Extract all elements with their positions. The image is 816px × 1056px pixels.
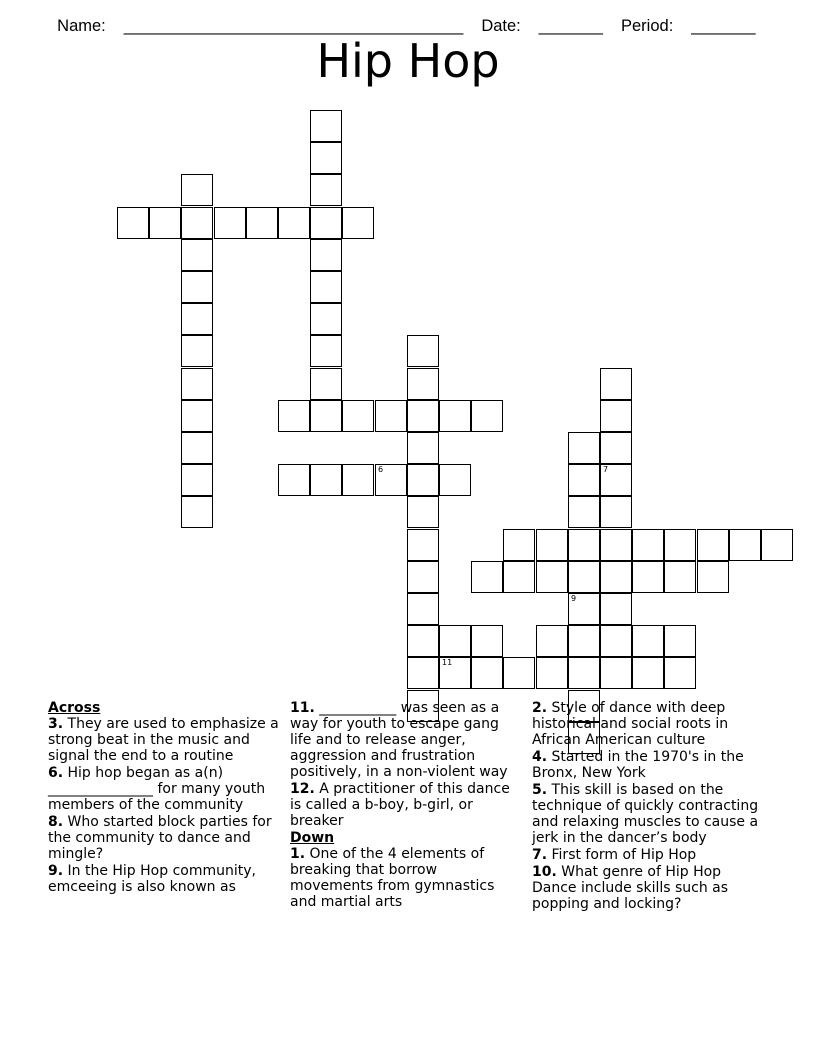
- crossword-cell[interactable]: [407, 625, 439, 657]
- crossword-cell[interactable]: [278, 400, 310, 432]
- crossword-cell[interactable]: [342, 400, 374, 432]
- clue-num: 10.: [532, 864, 557, 880]
- crossword-cell[interactable]: [407, 561, 439, 593]
- period-label: Period:: [621, 17, 674, 35]
- crossword-cell[interactable]: [342, 207, 374, 239]
- crossword-cell[interactable]: [729, 529, 761, 561]
- crossword-cell[interactable]: [503, 561, 535, 593]
- crossword-cell[interactable]: [310, 239, 342, 271]
- crossword-cell[interactable]: [278, 464, 310, 496]
- clue-item: [532, 700, 764, 748]
- crossword-cell[interactable]: [568, 561, 600, 593]
- crossword-cell[interactable]: [439, 400, 471, 432]
- clue-text: What genre of Hip Hop Dance include skills such as popping and locking?: [532, 864, 729, 912]
- crossword-cell[interactable]: [310, 207, 342, 239]
- crossword-cell[interactable]: [407, 529, 439, 561]
- crossword-cell[interactable]: [600, 464, 632, 496]
- crossword-cell[interactable]: [310, 464, 342, 496]
- crossword-cell[interactable]: [117, 207, 149, 239]
- crossword-cell[interactable]: [600, 432, 632, 464]
- crossword-cell[interactable]: [600, 529, 632, 561]
- crossword-cell[interactable]: [632, 561, 664, 593]
- crossword-cell[interactable]: [568, 464, 600, 496]
- clue-item: [532, 782, 764, 846]
- crossword-cell[interactable]: [310, 400, 342, 432]
- crossword-cell[interactable]: [697, 529, 729, 561]
- clue-num: 9.: [48, 863, 64, 879]
- clue-text: A practitioner of this dance is called a b-boy, b-girl, or breaker: [290, 781, 510, 829]
- crossword-cell[interactable]: [600, 368, 632, 400]
- crossword-cell[interactable]: [407, 400, 439, 432]
- crossword-cell[interactable]: [536, 625, 568, 657]
- clue-text: This skill is based on the technique of quickly contracting and relaxing muscles to cause a jerk in the dancer’s body: [532, 782, 759, 846]
- across-heading: Across: [48, 700, 101, 716]
- crossword-cell[interactable]: [664, 657, 696, 689]
- crossword-cell[interactable]: [600, 561, 632, 593]
- crossword-cell[interactable]: [246, 207, 278, 239]
- date-label: Date:: [481, 17, 521, 35]
- clue-item: [48, 814, 280, 862]
- crossword-cell[interactable]: [664, 625, 696, 657]
- clue-item: [532, 847, 764, 863]
- crossword-cell[interactable]: [568, 593, 600, 625]
- crossword-cell[interactable]: [439, 657, 471, 689]
- crossword-cell[interactable]: [600, 400, 632, 432]
- crossword-cell[interactable]: [214, 207, 246, 239]
- crossword-cell[interactable]: [407, 593, 439, 625]
- crossword-cell[interactable]: [407, 335, 439, 367]
- clue-item: [290, 700, 522, 780]
- clue-text: Style of dance with deep historical and social roots in African American culture: [532, 700, 729, 748]
- crossword-cell[interactable]: [439, 464, 471, 496]
- clue-column-2: [290, 700, 522, 911]
- period-blank[interactable]: _______: [691, 17, 756, 35]
- crossword-cell[interactable]: [375, 464, 407, 496]
- crossword-cell[interactable]: [632, 625, 664, 657]
- crossword-cell[interactable]: [600, 625, 632, 657]
- clue-num: 2.: [532, 700, 548, 716]
- clue-num: 4.: [532, 749, 548, 765]
- page-title: Hip Hop: [316, 34, 500, 88]
- clue-number: 6: [378, 465, 384, 474]
- date-blank[interactable]: _______: [538, 17, 603, 35]
- crossword-cell[interactable]: [310, 368, 342, 400]
- clue-num: 3.: [48, 716, 64, 732]
- crossword-cell[interactable]: [632, 657, 664, 689]
- clue-text: Started in the 1970's in the Bronx, New York: [532, 749, 744, 781]
- crossword-cell[interactable]: [600, 593, 632, 625]
- crossword-cell[interactable]: [568, 496, 600, 528]
- crossword-cell[interactable]: [181, 464, 213, 496]
- clue-number: 7: [603, 465, 609, 474]
- crossword-cell[interactable]: [600, 657, 632, 689]
- clue-column-1: [48, 700, 280, 896]
- crossword-cell[interactable]: [536, 529, 568, 561]
- crossword-cell[interactable]: [600, 496, 632, 528]
- crossword-cell[interactable]: [407, 432, 439, 464]
- clue-item: [532, 864, 764, 912]
- clue-text: Who started block parties for the community to dance and mingle?: [48, 814, 272, 862]
- clue-text: They are used to emphasize a strong beat in the music and signal the end to a routine: [48, 716, 279, 764]
- crossword-cell[interactable]: [407, 657, 439, 689]
- crossword-cell[interactable]: [310, 303, 342, 335]
- clue-num: 5.: [532, 782, 548, 798]
- crossword-cell[interactable]: [149, 207, 181, 239]
- crossword-cell[interactable]: [342, 464, 374, 496]
- crossword-cell[interactable]: [310, 110, 342, 142]
- crossword-cell[interactable]: [471, 561, 503, 593]
- crossword-cell[interactable]: [181, 496, 213, 528]
- clue-number: 9: [571, 594, 577, 603]
- clue-column-3: [532, 700, 764, 913]
- crossword-cell[interactable]: [664, 561, 696, 593]
- clue-text: ___________ was seen as a way for youth to escape gang life and to release anger, aggression and frustration positively, in a non-violent way: [290, 700, 508, 780]
- crossword-cell[interactable]: [568, 432, 600, 464]
- crossword-cell[interactable]: [278, 207, 310, 239]
- clue-num: 8.: [48, 814, 64, 830]
- clue-text: First form of Hip Hop: [547, 847, 697, 863]
- crossword-cell[interactable]: [310, 335, 342, 367]
- crossword-cell[interactable]: [407, 464, 439, 496]
- crossword-cell[interactable]: [181, 207, 213, 239]
- clue-item: [48, 716, 280, 764]
- crossword-cell[interactable]: [310, 271, 342, 303]
- crossword-cell[interactable]: [375, 400, 407, 432]
- crossword-cell[interactable]: [568, 625, 600, 657]
- crossword-cell[interactable]: [181, 239, 213, 271]
- clue-item: [48, 765, 280, 813]
- name-label: Name:: [57, 17, 106, 35]
- crossword-cell[interactable]: [310, 174, 342, 206]
- clue-text: In the Hip Hop community, emceeing is also known as: [48, 863, 256, 895]
- crossword-cell[interactable]: [407, 496, 439, 528]
- clue-num: 12.: [290, 781, 315, 797]
- clue-item: [290, 781, 522, 829]
- clue-num: 1.: [290, 846, 306, 862]
- crossword-cell[interactable]: [503, 529, 535, 561]
- clue-text: Hip hop began as a(n) _______________ for many youth members of the community: [48, 765, 266, 813]
- clue-item: [290, 846, 522, 910]
- crossword-cell[interactable]: [536, 657, 568, 689]
- name-blank[interactable]: _____________________________________: [123, 17, 464, 35]
- crossword-cell[interactable]: [664, 529, 696, 561]
- crossword-cell[interactable]: [536, 561, 568, 593]
- clue-num: 11.: [290, 700, 315, 716]
- clue-number: 11: [442, 658, 453, 667]
- crossword-cell[interactable]: [503, 657, 535, 689]
- crossword-cell[interactable]: [181, 271, 213, 303]
- crossword-cell[interactable]: [181, 368, 213, 400]
- crossword-cell[interactable]: [407, 368, 439, 400]
- crossword-cell[interactable]: [568, 657, 600, 689]
- crossword-cell[interactable]: [439, 625, 471, 657]
- clue-num: 6.: [48, 765, 64, 781]
- crossword-cell[interactable]: [181, 432, 213, 464]
- clue-item: [48, 863, 280, 895]
- crossword-cell[interactable]: [471, 657, 503, 689]
- crossword-cell[interactable]: [697, 561, 729, 593]
- clue-num: 7.: [532, 847, 548, 863]
- clue-text: One of the 4 elements of breaking that borrow movements from gymnastics and martial arts: [290, 846, 495, 910]
- crossword-cell[interactable]: [181, 303, 213, 335]
- crossword-cell[interactable]: [471, 400, 503, 432]
- crossword-cell[interactable]: [568, 529, 600, 561]
- crossword-cell[interactable]: [471, 625, 503, 657]
- clue-item: [532, 749, 764, 781]
- crossword-cell[interactable]: [761, 529, 793, 561]
- crossword-cell[interactable]: [632, 529, 664, 561]
- crossword-cell[interactable]: [310, 142, 342, 174]
- crossword-cell[interactable]: [181, 400, 213, 432]
- crossword-cell[interactable]: [181, 174, 213, 206]
- down-heading: Down: [290, 830, 335, 846]
- crossword-cell[interactable]: [181, 335, 213, 367]
